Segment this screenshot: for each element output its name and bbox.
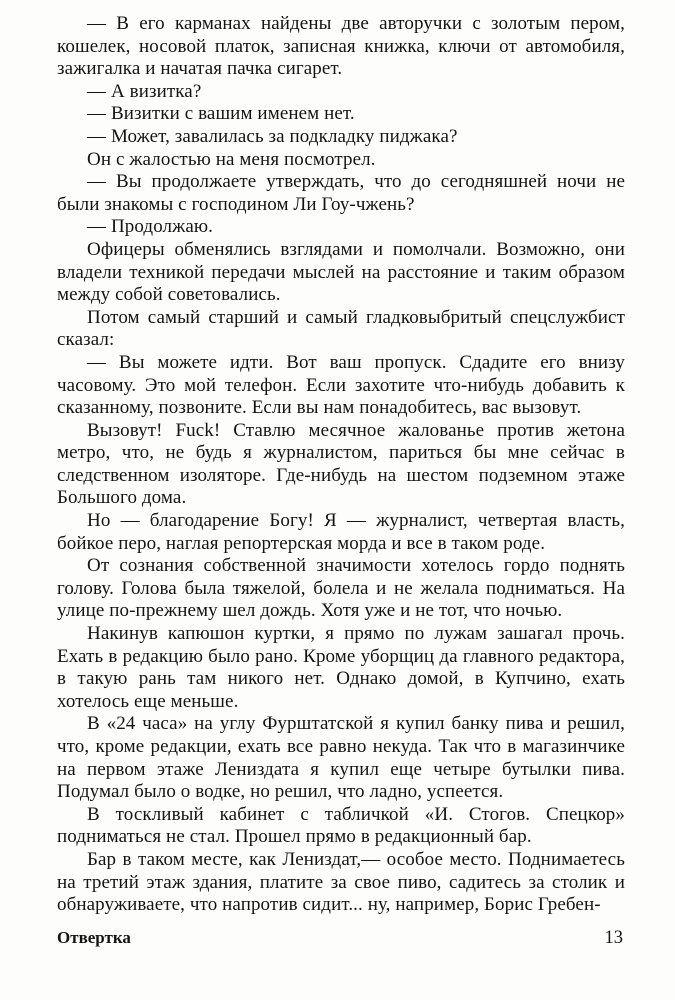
- paragraph: — Вы продолжаете утверждать, что до сегодняшней ночи не были знакомы с господином Ли Гоу-чжень?: [57, 171, 625, 215]
- paragraph: Вызовут! Fuck! Ставлю месячное жалованье против жетона метро, что, не будь я журналистом, париться бы мне сейчас в следственном изоляторе. Где-нибудь на шестом подземном этаже Большого дома.: [57, 419, 625, 509]
- paragraph: — Может, завалилась за подкладку пиджака?: [87, 125, 458, 147]
- paragraph: — Визитки с вашим именем нет.: [87, 103, 355, 125]
- paragraph: — Продолжаю.: [87, 216, 214, 238]
- paragraph: В «24 часа» на углу Фурштатской я купил банку пива и решил, что, кроме редакции, ехать все равно некуда. Так что в магазинчике на первом этаже Лениздата я купил еще четыре бутылки пива. Подумал было о водке, но решил, что ладно, успеется.: [57, 713, 625, 803]
- running-title: Отвертка: [57, 928, 131, 947]
- paragraph: Потом самый старший и самый гладковыбритый спецслужбист сказал:: [57, 306, 625, 351]
- paragraph: Бар в таком месте, как Лениздат,— особое место. Поднимаетесь на третий этаж здания, платите за свое пиво, садитесь за столик и обнаруживаете, что напротив сидит... ну, например, Борис Гребен-: [57, 848, 625, 916]
- paragraph: — А визитка?: [87, 80, 202, 102]
- page-number: 13: [604, 928, 623, 948]
- page-text: [57, 13, 625, 917]
- paragraph: — Вы можете идти. Вот ваш пропуск. Сдадите его внизу часовому. Это мой телефон. Если захотите что-нибудь добавить к сказанному, позвоните. Если вы нам понадобитесь, вас вызовут.: [57, 351, 625, 419]
- paragraph: От сознания собственной значимости хотелось гордо поднять голову. Голова была тяжелой, болела и не желала подниматься. На улице по-прежнему шел дождь. Хотя уже и не тот, что ночью.: [57, 555, 625, 622]
- paragraph: В тоскливый кабинет с табличкой «И. Стогов. Спецкор» подниматься не стал. Прошел прямо в редакционный бар.: [57, 803, 625, 848]
- paragraph: Накинув капюшон куртки, я прямо по лужам зашагал прочь. Ехать в редакцию было рано. Кроме уборщиц да главного редактора, в такую рань там никого нет. Однако домой, в Купчино, ехать хотелось еще меньше.: [57, 623, 625, 712]
- paragraph: — В его карманах найдены две авторучки с золотым пером, кошелек, носовой платок, записная книжка, ключи от автомобиля, зажигалка и начатая пачка сигарет.: [57, 13, 625, 80]
- page-footer: [57, 928, 623, 949]
- paragraph: Офицеры обменялись взглядами и помолчали. Возможно, они владели техникой передачи мыслей на расстояние и таким образом между собой советовались.: [57, 238, 625, 306]
- paragraph: Он с жалостью на меня посмотрел.: [87, 148, 376, 170]
- paragraph: Но — благодарение Богу! Я — журналист, четвертая власть, бойкое перо, наглая репортерская морда и все в таком роде.: [57, 510, 625, 554]
